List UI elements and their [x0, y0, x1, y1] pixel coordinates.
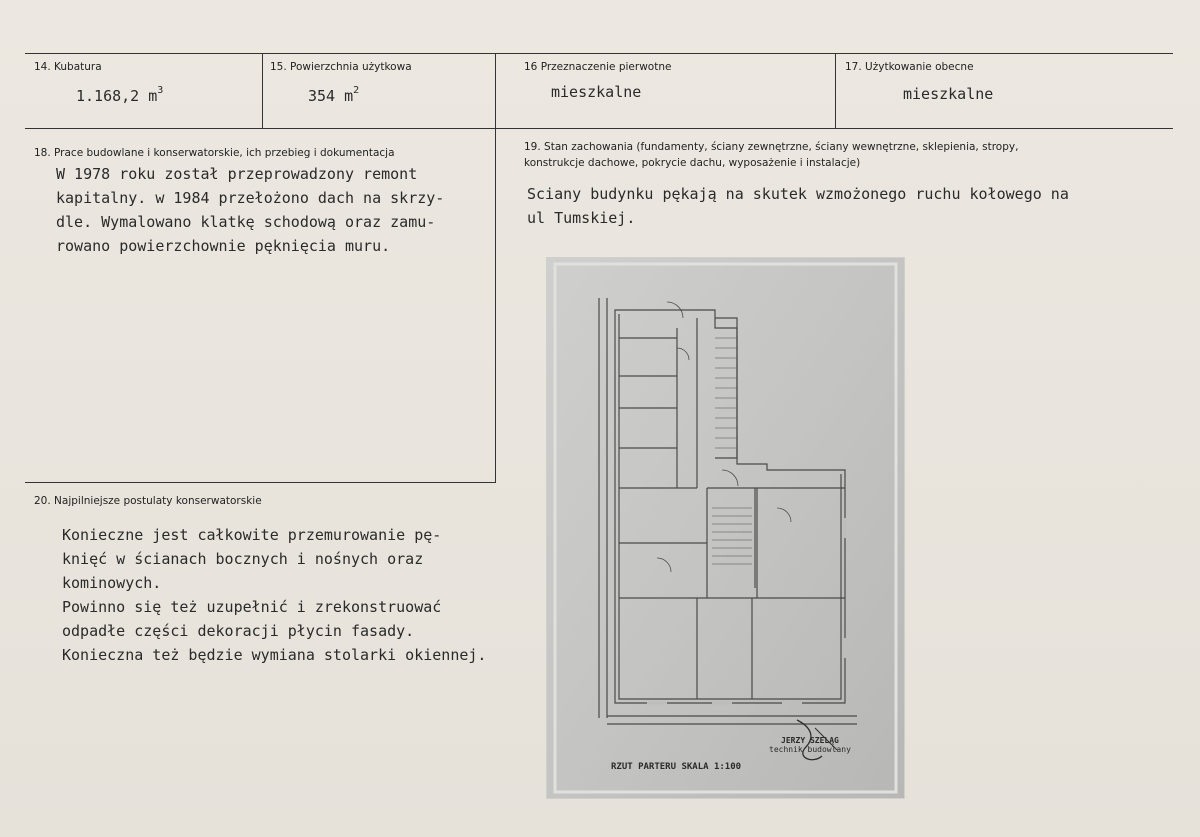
stan-label-line: konstrukcje dachowe, pokrycie dachu, wyposażenie i instalacje)	[524, 157, 861, 169]
uzytkowanie-label: 17. Użytkowanie obecne	[845, 61, 974, 73]
postulaty-line: Konieczne jest całkowite przemurowanie pę-	[62, 526, 442, 544]
przeznaczenie-value: mieszkalne	[551, 83, 642, 101]
prace-line: kapitalny. w 1984 przełożono dach na skrzy-	[56, 189, 445, 207]
prace-text	[56, 162, 444, 258]
postulaty-line: Konieczna też będzie wymiana stolarki okiennej.	[62, 646, 487, 664]
stan-label	[524, 139, 1144, 171]
kubatura-value: 1.168,2 $m^3$	[76, 85, 164, 105]
top-rule	[25, 53, 1173, 54]
stan-line: ul Tumskiej.	[527, 209, 636, 227]
postulaty-line: kominowych.	[62, 574, 162, 592]
prace-line: dle. Wymalowano klatkę schodową oraz zamu-	[56, 213, 436, 231]
plan-stamp	[769, 736, 851, 754]
col-divider-2	[495, 53, 496, 483]
floor-plan-photo	[547, 258, 904, 798]
prace-label: 18. Prace budowlane i konserwatorskie, ich przebieg i dokumentacja	[34, 147, 395, 159]
stan-label-line: 19. Stan zachowania (fundamenty, ściany zewnętrzne, ściany wewnętrzne, sklepienia, stropy,	[524, 141, 1019, 153]
powierzchnia-label: 15. Powierzchnia użytkowa	[270, 61, 412, 73]
postulaty-text	[62, 523, 486, 667]
plan-caption: RZUT PARTERU SKALA 1:100	[611, 762, 742, 772]
prace-line: W 1978 roku został przeprowadzony remont	[56, 165, 418, 183]
stamp-name: JERZY SZELĄG	[781, 736, 839, 745]
stamp-title: technik budowlany	[769, 745, 851, 754]
prace-line: rowano powierzchownie pęknięcia muru.	[56, 237, 391, 255]
col-divider-3	[835, 53, 836, 128]
uzytkowanie-value: mieszkalne	[903, 85, 994, 103]
stan-line: Sciany budynku pękają na skutek wzmożonego ruchu kołowego na	[527, 185, 1069, 203]
row2-left-bottom-rule	[25, 482, 495, 483]
kubatura-label: 14. Kubatura	[34, 61, 102, 73]
floor-plan-drawing	[547, 258, 904, 798]
col-divider-1	[262, 53, 263, 128]
postulaty-line: Powinno się też uzupełnić i zrekonstruować	[62, 598, 442, 616]
powierzchnia-value: 354 $m^2$	[308, 85, 360, 105]
postulaty-line: knięć w ścianach bocznych i nośnych oraz	[62, 550, 424, 568]
postulaty-label: 20. Najpilniejsze postulaty konserwatorskie	[34, 495, 262, 507]
postulaty-line: odpadłe części dekoracji płycin fasady.	[62, 622, 415, 640]
row1-bottom-rule	[25, 128, 1173, 129]
stan-text	[527, 182, 1069, 230]
przeznaczenie-label: 16 Przeznaczenie pierwotne	[524, 61, 672, 73]
